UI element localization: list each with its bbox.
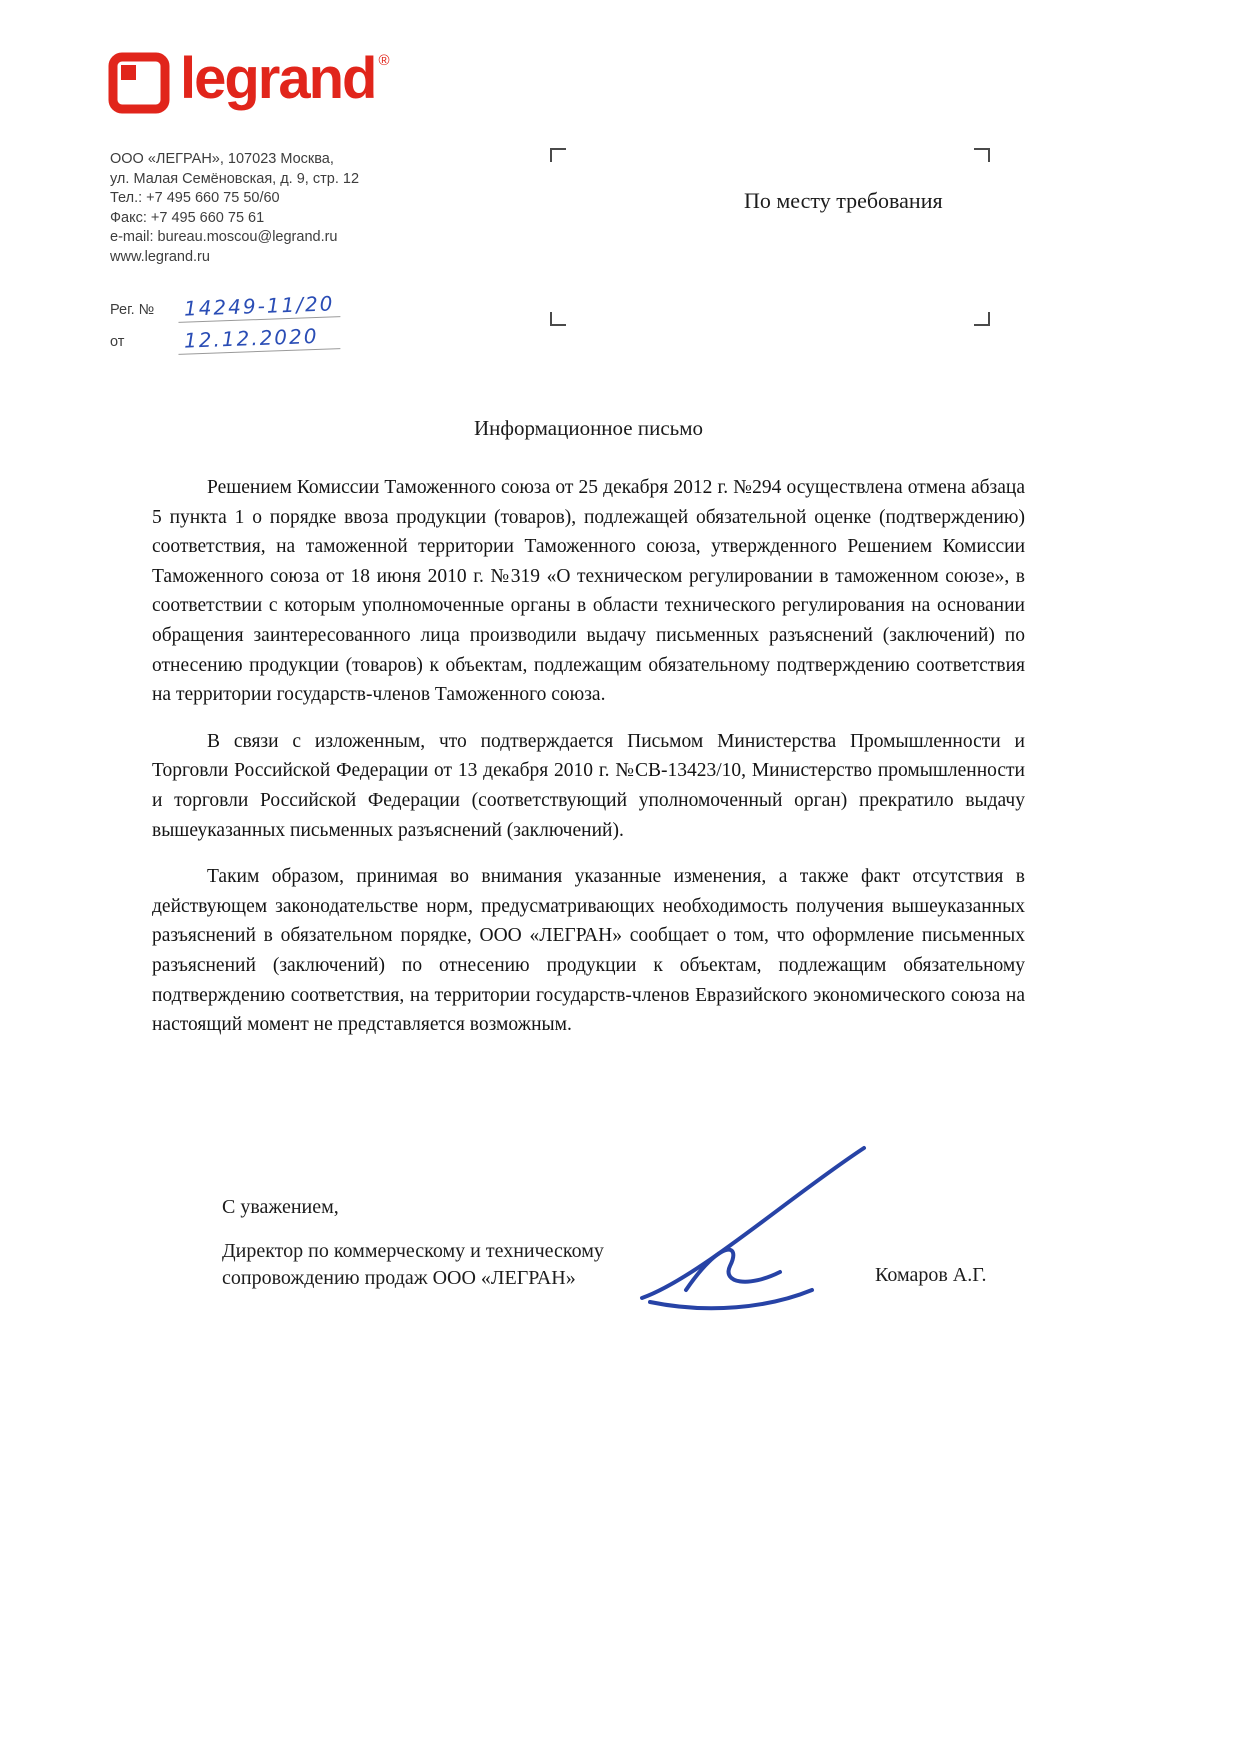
address-window-corner-top-right bbox=[974, 148, 990, 162]
reg-date-handwritten-value: 12.12.2020 bbox=[178, 323, 341, 355]
body-paragraph-1: Решением Комиссии Таможенного союза от 25 декабря 2012 г. №294 осуществлена отмена абзаца 5 пункта 1 о порядке ввоза продукции (товаров), подлежащей обязательной оценке (подтверждению) соответствия, на таможенной территории Таможенного союза, утвержденного Решением Комиссии Таможенного союза от 18 июня 2010 г. №319 «О техническом регулировании в таможенном союзе», в соответствии с которым уполномоченные органы в области технического регулирования на основании обращения заинтересованного лица производили выдачу письменных разъяснений (заключений) по отнесению продукции (товаров) к объектам, подлежащим обязательному подтверждению соответствия на территории государств-членов Таможенного союза. bbox=[152, 477, 1025, 706]
recipient-line: По месту требования bbox=[744, 188, 943, 213]
signer-position bbox=[222, 1238, 682, 1292]
letterhead-line-phone: Тел.: +7 495 660 75 50/60 bbox=[110, 190, 280, 206]
letterhead-line-fax: Факс: +7 495 660 75 61 bbox=[110, 209, 265, 226]
legrand-logo-icon bbox=[108, 52, 170, 114]
reg-date-label: от bbox=[110, 334, 125, 350]
salutation: С уважением, bbox=[222, 1196, 339, 1218]
legrand-logo bbox=[108, 46, 390, 114]
registration-block bbox=[110, 288, 340, 352]
body-paragraph-3: Таким образом, принимая во внимания указанные изменения, а также факт отсутствия в действующем законодательстве норм, предусматривающих необходимость получения вышеуказанных разъяснений в обязательном порядке, ООО «ЛЕГРАН» сообщает о том, что оформление письменных разъяснений (заключений) по отнесению продукции к объектам, подлежащим обязательному подтверждению соответствия, на территории государств-членов Евразийского экономического союза на настоящий момент не представляется возможным. bbox=[152, 866, 1025, 1036]
letter-body bbox=[152, 416, 1025, 1057]
letterhead-line-website: www.legrand.ru bbox=[110, 248, 210, 265]
signer-position-line-1: Директор по коммерческому и техническому bbox=[222, 1240, 604, 1262]
letterhead-line-company: ООО «ЛЕГРАН», 107023 Москва, bbox=[110, 151, 334, 167]
letterhead-line-email: e-mail: bureau.moscou@legrand.ru bbox=[110, 229, 338, 245]
address-window-corner-bottom-left bbox=[550, 312, 566, 326]
reg-number-handwritten-value: 14249-11/20 bbox=[178, 291, 341, 323]
signature-scribble-icon bbox=[628, 1140, 878, 1315]
brand-wordmark: legrand bbox=[180, 46, 376, 111]
signer-position-line-2: сопровождению продаж ООО «ЛЕГРАН» bbox=[222, 1267, 576, 1289]
letter-title: Информационное письмо bbox=[473, 416, 704, 440]
letterhead-line-address: ул. Малая Семёновская, д. 9, стр. 12 bbox=[110, 170, 360, 187]
registered-trademark-icon: ® bbox=[378, 52, 390, 69]
address-window-corner-top-left bbox=[550, 148, 566, 162]
letterhead-contact-block bbox=[110, 150, 359, 267]
address-window-corner-bottom-right bbox=[974, 312, 990, 326]
body-paragraph-2: В связи с изложенным, что подтверждается Письмом Министерства Промышленности и Торговли Российской Федерации от 13 декабря 2010 г. №СВ-13423/10, Министерство промышленности и торговли Российской Федерации (соответствующий уполномоченный орган) прекратило выдачу вышеуказанных письменных разъяснений (заключений). bbox=[152, 730, 1025, 841]
reg-number-label: Рег. № bbox=[110, 302, 155, 318]
signer-name: Комаров А.Г. bbox=[875, 1264, 987, 1286]
